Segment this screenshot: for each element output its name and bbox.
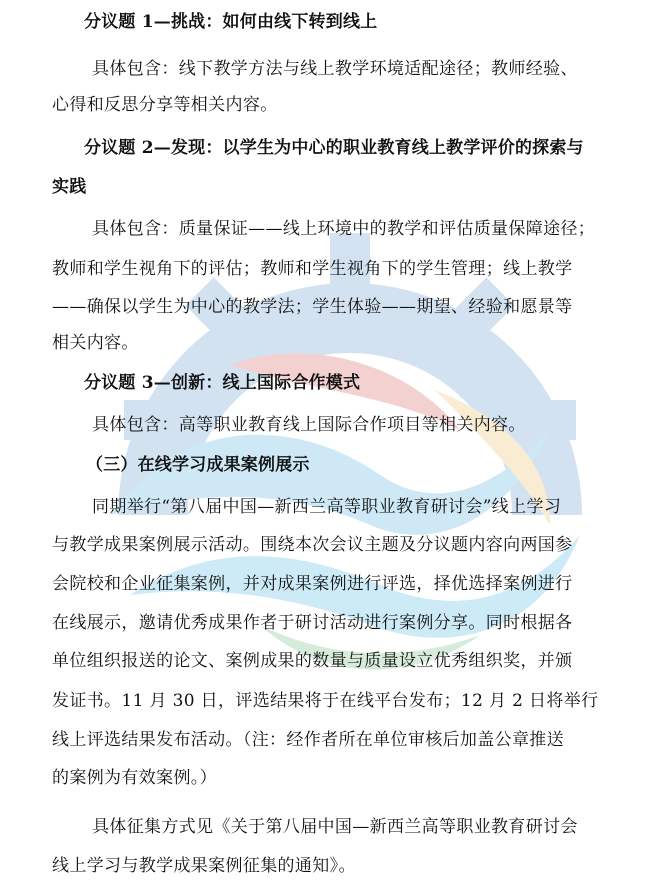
subtopic-3-heading: 分议题 3—创新：线上国际合作模式 xyxy=(84,373,361,393)
paragraph-line: 相关内容。 xyxy=(52,333,139,353)
paragraph-line: 会院校和企业征集案例，并对成果案例进行评选，择优选择案例进行 xyxy=(52,574,573,594)
paragraph-line: 具体包含：高等职业教育线上国际合作项目等相关内容。 xyxy=(92,415,526,435)
paragraph-line: 具体包含：线下教学方法与线上教学环境适配途径；教师经验、 xyxy=(92,59,578,79)
paragraph-line: 具体征集方式见《关于第八届中国—新西兰高等职业教育研讨会 xyxy=(92,817,578,837)
paragraph-line: 线上学习与教学成果案例征集的通知》。 xyxy=(52,856,356,876)
paragraph-line: ——确保以学生为中心的教学法；学生体验——期望、经验和愿景等 xyxy=(52,297,573,317)
paragraph-line: 单位组织报送的论文、案例成果的数量与质量设立优秀组织奖，并颁 xyxy=(52,651,573,671)
paragraph-line: 具体包含：质量保证——线上环境中的教学和评估质量保障途径； xyxy=(92,219,596,239)
subtopic-2-heading: 分议题 2—发现：以学生为中心的职业教育线上教学评价的探索与 xyxy=(84,138,584,158)
paragraph-line: 教师和学生视角下的评估；教师和学生视角下的学生管理；线上教学 xyxy=(52,259,573,279)
subtopic-2-heading-cont: 实践 xyxy=(52,177,87,197)
paragraph-line: 在线展示，邀请优秀成果作者于研讨活动进行案例分享。同时根据各 xyxy=(52,613,573,633)
subtopic-1-heading: 分议题 1—挑战：如何由线下转到线上 xyxy=(84,12,378,32)
paragraph-line: 线上评选结果发布活动。（注：经作者所在单位审核后加盖公章推送 xyxy=(52,730,564,750)
paragraph-line: 发证书。11 月 30 日，评选结果将于在线平台发布；12 月 2 日将举行 xyxy=(52,691,599,711)
paragraph-line: 与教学成果案例展示活动。围绕本次会议主题及分议题内容向两国参 xyxy=(52,535,573,555)
paragraph-line: 同期举行“第八届中国—新西兰高等职业教育研讨会”线上学习 xyxy=(92,497,562,517)
paragraph-line: 的案例为有效案例。） xyxy=(52,768,217,788)
section-heading: （三）在线学习成果案例展示 xyxy=(86,455,310,475)
paragraph-line: 心得和反思分享等相关内容。 xyxy=(52,95,278,115)
